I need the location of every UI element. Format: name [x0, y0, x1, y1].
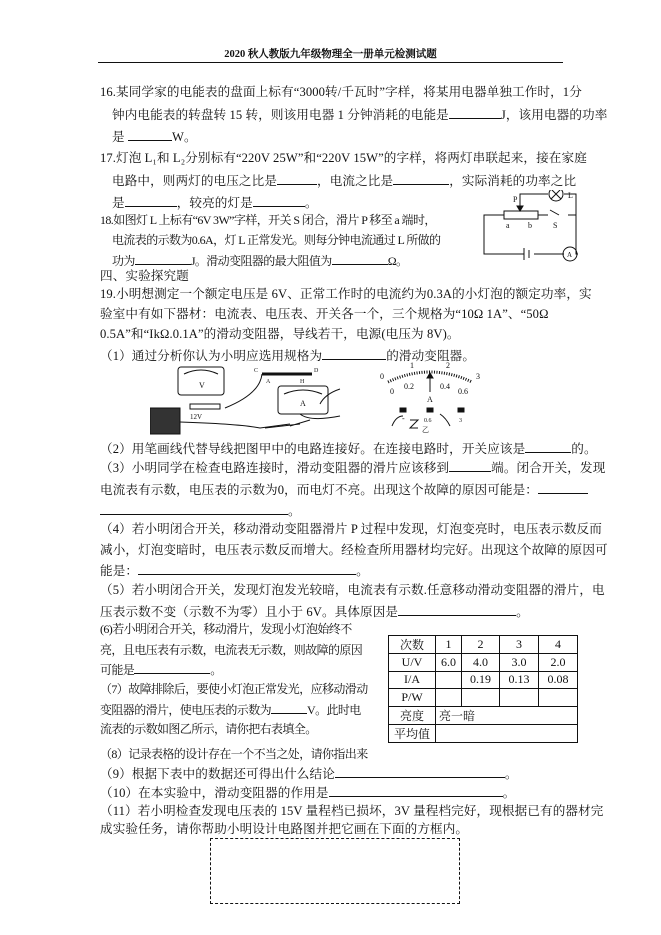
table-row-brightness — [389, 706, 578, 724]
fig-yi-terminal-minus: - — [402, 414, 405, 423]
q19-text: 。 — [502, 786, 516, 800]
fig-yi-top-1: 1 — [410, 362, 414, 370]
q19-blank-rheostat[interactable] — [322, 347, 386, 360]
q18-text: Ω。 — [387, 254, 408, 268]
q19-part2 — [100, 440, 597, 457]
q19-text: 。 — [504, 767, 518, 781]
q18-blank-work[interactable] — [135, 252, 191, 265]
q17-text: 电路中，则两灯的电压之比是 — [112, 174, 278, 188]
q19-text: V。此时电 — [307, 703, 361, 717]
fig-jia-label-voltmeter: V — [199, 381, 205, 390]
q19-part5-line2 — [100, 603, 529, 620]
table-cell-empty[interactable] — [436, 689, 462, 707]
q17-blank-power-ratio[interactable] — [125, 194, 177, 207]
q19-text: 的。 — [571, 442, 597, 456]
q19-part7-line3: 流表的示数如图乙所示，请你把右表填全。 — [100, 722, 317, 736]
q19-text: 可能是 — [100, 663, 135, 677]
q19-part4-line3 — [100, 562, 369, 579]
q19-part3-line3 — [100, 502, 301, 519]
fig-jia-label-h: H — [300, 379, 305, 385]
q17-text: 是 — [112, 196, 125, 210]
circuit-drawing-box[interactable] — [210, 838, 460, 904]
table-cell-empty[interactable] — [436, 724, 578, 742]
q19-text: （3）小明同学在检查电路连接时，滑动变阻器的滑片应该移到 — [100, 461, 450, 475]
table-cell: P/W — [389, 689, 436, 707]
q19-blank-part5[interactable] — [398, 603, 516, 616]
q19-blank-part10[interactable] — [329, 784, 503, 797]
q19-text: 端。闭合开关，发现 — [491, 461, 606, 475]
q19-text: （2）用笔画线代替导线把图甲中的电路连接好。在连接电路时，开关应该是 — [100, 442, 526, 456]
table-cell: 0.19 — [462, 671, 500, 689]
q17-blank-brighter-lamp[interactable] — [253, 194, 305, 207]
table-cell: 平均值 — [389, 724, 436, 742]
q18-line1: 18.如图灯 L 上标有“6V 3W”字样，开关 S 闭合，滑片 P 移至 a 端时， — [100, 213, 436, 227]
q19-part5-line1: （5）若小明闭合开关，发现灯泡发光较暗，电流表有示数.任意移动滑动变阻器的滑片，电 — [100, 583, 605, 597]
q17-text: ，较亮的灯是 — [176, 196, 253, 210]
q19-part4-line2: 减小，灯泡变暗时，电压表示数反而增大。经检查所用器材均完好。出现这个故障的原因可 — [100, 543, 608, 557]
fig-yi-bottom-06: 0.6 — [458, 387, 468, 396]
q19-blank-switch-state[interactable] — [525, 440, 571, 453]
q16-text: W。 — [171, 130, 197, 144]
table-cell: 0.08 — [539, 671, 578, 689]
table-row — [389, 689, 578, 707]
q19-text: （9）根据下表中的数据还可得出什么结论 — [100, 767, 335, 781]
q19-part7-line2 — [100, 701, 361, 718]
q19-text: 变阻器的滑片，使电压表的示数为 — [100, 703, 272, 717]
q19-part6-line3 — [100, 661, 222, 678]
q19-line1: 19.小明想测定一个额定电压是 6V、正常工作时的电流约为0.3A的小灯泡的额定功率，实 — [100, 287, 592, 301]
q19-part3-line1 — [100, 459, 605, 476]
fig-yi-unit: A — [427, 395, 433, 404]
table-cell: 2.0 — [539, 654, 578, 672]
fig-yi-terminal-3: 3 — [459, 418, 462, 424]
q18-label-s: S — [553, 221, 558, 230]
q17-line2 — [112, 172, 576, 189]
table-row-average — [389, 724, 578, 742]
table-row — [389, 654, 578, 672]
q19-blank-part9[interactable] — [335, 765, 505, 778]
fig-yi-top-0: 0 — [380, 372, 384, 381]
q18-label-l: L — [568, 191, 573, 200]
q19-blank-slider-end[interactable] — [449, 459, 491, 472]
q18-line2: 电流表的示数为0.6A，灯 L 正常发光。则每分钟电流通过 L 所做的 — [112, 233, 441, 247]
q19-text: 。 — [356, 564, 369, 578]
q18-line3 — [112, 252, 407, 269]
table-cell-empty[interactable] — [436, 671, 462, 689]
fig-yi-top-2: 2 — [446, 362, 450, 370]
fig-jia-label-d: D — [314, 368, 319, 374]
section-4-heading: 四、实验探究题 — [100, 269, 189, 283]
q18-label-a: a — [506, 221, 510, 230]
q18-text: J。滑动变阻器的最大阻值为 — [190, 254, 332, 268]
figure-yi-ammeter-dial — [380, 362, 484, 434]
q18-label-b: b — [528, 221, 532, 230]
table-cell: 6.0 — [436, 654, 462, 672]
q16-blank-energy[interactable] — [449, 106, 501, 119]
q19-text: 。 — [288, 504, 301, 518]
q19-line3: 0.5A”和“IkΩ.0.1A”的滑动变阻器，导线若干，电源(电压为 8V)。 — [100, 327, 460, 341]
q19-part7-line1: （7）故障排除后，要使小灯泡正常发光，应移动滑动 — [100, 682, 368, 696]
table-row — [389, 671, 578, 689]
q17-text: ，实际消耗的功率之比 — [449, 174, 577, 188]
q18-label-ammeter: A — [567, 251, 573, 259]
table-cell-empty[interactable] — [539, 689, 578, 707]
q18-label-p: P — [513, 195, 518, 204]
q17-blank-current-ratio[interactable] — [393, 172, 449, 185]
q19-line2: 验室中有如下器材：电流表、电压表、开关各一个，三个规格为“10Ω 1A”、“50Ω — [100, 307, 549, 321]
q19-part9 — [100, 765, 518, 782]
table-header-cell: 4 — [539, 636, 578, 654]
q16-line1: 16.某同学家的电能表的盘面上标有“3000转/千瓦时”字样，将某用电器单独工作时，1分 — [100, 85, 582, 99]
table-header-cell: 1 — [436, 636, 462, 654]
table-header-cell: 次数 — [389, 636, 436, 654]
table-cell: U/V — [389, 654, 436, 672]
table-cell: 亮一暗 — [436, 706, 578, 724]
q16-line2 — [112, 106, 607, 123]
q19-text: （10）在本实验中，滑动变阻器的作用是 — [100, 786, 329, 800]
table-cell-empty[interactable] — [500, 689, 539, 707]
q17-text: 。 — [304, 196, 318, 210]
table-cell: 0.13 — [500, 671, 539, 689]
fig-jia-label-ammeter: A — [300, 399, 306, 408]
header-rule — [98, 62, 563, 63]
q18-text: 功为 — [112, 254, 135, 268]
data-table — [388, 635, 578, 743]
q19-blank-fault-reason[interactable] — [538, 481, 588, 494]
fig-yi-bottom-0: 0 — [390, 387, 394, 396]
figure-jia-circuit-apparatus — [150, 364, 380, 436]
table-header-cell: 2 — [462, 636, 500, 654]
q19-part11-line1: （11）若小明检查发现电压表的 15V 量程档已损坏，3V 量程档完好，现根据已有的器材完 — [100, 804, 604, 818]
q19-blank-voltage[interactable] — [271, 701, 307, 714]
fig-yi-bottom-02: 0.2 — [404, 382, 414, 391]
q17-text: ，电流之比是 — [317, 174, 394, 188]
q16-line3 — [112, 128, 197, 145]
q19-part3-line2 — [100, 481, 588, 498]
table-header-row — [389, 636, 578, 654]
q19-part6-line1: (6)若小明闭合开关，移动滑片，发现小灯泡始终不 — [100, 622, 352, 636]
q19-text: （1）通过分析你认为小明应选用规格为 — [100, 349, 323, 363]
fig-yi-terminal-06: 0.6 — [424, 418, 432, 424]
table-cell: I/A — [389, 671, 436, 689]
table-cell: 4.0 — [462, 654, 500, 672]
q19-text: 能是： — [100, 564, 139, 578]
q19-part11-line2: 成实验任务，请你帮助小明设计电路图并把它画在下面的方框内。 — [100, 822, 469, 836]
table-cell: 3.0 — [500, 654, 539, 672]
q19-part8: （8）记录表格的设计存在一个不当之处，请你指出来 — [100, 747, 368, 761]
q19-text: 。 — [516, 605, 529, 619]
q19-text: 。 — [210, 663, 222, 677]
table-cell: 亮度 — [389, 706, 436, 724]
q19-part10 — [100, 784, 515, 801]
q16-blank-power[interactable] — [128, 128, 172, 141]
page-header: 2020 秋人教版九年级物理全一册单元检测试题 — [224, 49, 437, 60]
q19-text: 压表示数不变（示数不为零）且小于 6V。具体原因是 — [100, 605, 399, 619]
q18-circuit-diagram — [480, 190, 584, 270]
q18-blank-resistance[interactable] — [332, 252, 388, 265]
q19-text: 的滑动变阻器。 — [386, 349, 476, 363]
q17-blank-voltage-ratio[interactable] — [277, 172, 317, 185]
fig-jia-label-battery: 12V — [190, 413, 203, 421]
fig-jia-label-c: C — [254, 368, 259, 374]
q19-blank-fault-reason-cont[interactable] — [100, 502, 288, 515]
fig-yi-bottom-04: 0.4 — [440, 382, 450, 391]
q19-blank-part4[interactable] — [138, 562, 356, 575]
fig-yi-top-3: 3 — [476, 372, 480, 381]
q19-blank-part6[interactable] — [134, 661, 210, 674]
table-cell-empty[interactable] — [462, 689, 500, 707]
q16-text: J，该用电器的功率 — [500, 108, 608, 122]
q17-line3 — [112, 194, 318, 211]
q17-line1: 17.灯泡 L₁和 L₂分别标有“220V 25W”和“220V 15W”的字样，将两灯串联起来，接在家庭 — [100, 151, 587, 165]
q19-text: 电流表有示数，电压表的示数为0，而电灯不亮。出现这个故障的原因可能是： — [100, 483, 538, 497]
fig-jia-label-a: A — [266, 379, 271, 385]
fig-yi-caption: 乙 — [422, 426, 429, 434]
table-header-cell: 3 — [500, 636, 539, 654]
q16-text: 钟内电能表的转盘转 15 转，则该用电器 1 分钟消耗的电能是 — [112, 108, 449, 122]
q16-text: 是 — [112, 130, 128, 144]
q19-part6-line2: 亮，且电压表有示数，电流表无示数，则故障的原因 — [100, 643, 363, 657]
q19-part4-line1: （4）若小明闭合开关，移动滑动变阻器滑片 P 过程中发现，灯泡变亮时，电压表示数反而 — [100, 522, 602, 536]
